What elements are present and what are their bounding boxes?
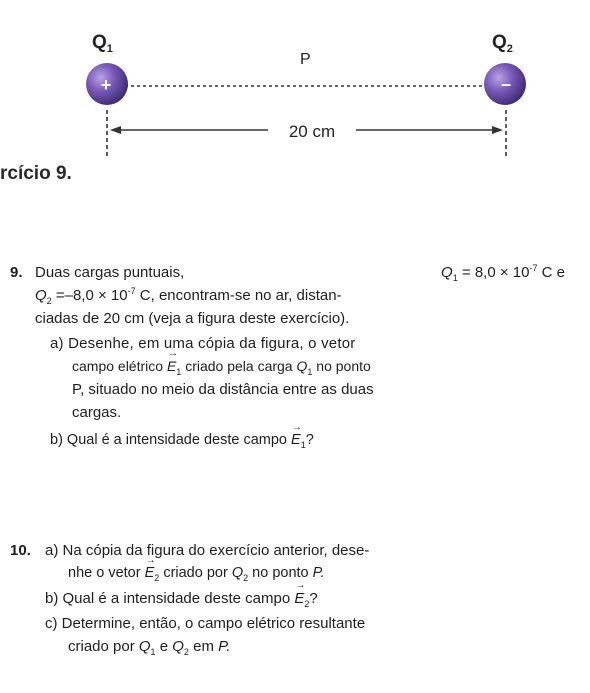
q9-line-1: Duas cargas puntuais, $Q_1 = 8,0 \times 10^{-7}$ C e	[35, 263, 565, 283]
charge-q2-sign: –	[500, 74, 512, 94]
question-9-number: 9.	[10, 264, 23, 281]
distance-arrowhead-right	[492, 126, 503, 134]
q9-line-2: $Q_2 =-8,0 \times 10^{-7}$ C, encontram-se no ar, distan-	[35, 286, 342, 306]
q10a-line-2: nhe o vetor → $E_2$ criado por $Q_2$ no ponto P.	[68, 563, 324, 584]
point-p-label: P	[300, 51, 311, 68]
charge-q1-sign: +	[100, 75, 112, 95]
q10c-line-2: criado por $Q_1$ e $Q_2$ em P.	[68, 638, 231, 657]
q10a-line-1: a) Na cópia da figura do exercício anterior, dese-	[45, 542, 370, 559]
figure-caption: rcício 9.	[0, 163, 72, 184]
charges-figure	[0, 0, 590, 200]
question-10	[0, 520, 590, 690]
q2-label: $Q_2$	[492, 32, 513, 55]
question-9	[0, 262, 590, 512]
q9a-line-4: cargas.	[72, 404, 122, 421]
q10c-line-1: c) Determine, então, o campo elétrico resultante	[45, 615, 366, 632]
q9a-line-1: a) Desenhe, em uma cópia da figura, o vetor	[50, 335, 356, 352]
distance-label: 20 cm	[288, 122, 336, 141]
q9-line-3: ciadas de 20 cm (veja a figura deste exercício).	[35, 310, 350, 327]
question-10-number: 10.	[10, 542, 31, 559]
q9a-line-2: campo elétrico → $E_1$ criado pela carga $Q_1$ no ponto	[72, 356, 371, 376]
distance-arrowhead-left	[110, 126, 121, 134]
q9b-line-1: b) Qual é a intensidade deste campo → $E_1$?	[50, 430, 314, 451]
q1-label: $Q_1$	[92, 32, 113, 55]
q9a-line-3: P, situado no meio da distância entre as duas	[72, 381, 374, 398]
q10b-line-1: b) Qual é a intensidade deste campo → $E_2$?	[45, 588, 318, 610]
